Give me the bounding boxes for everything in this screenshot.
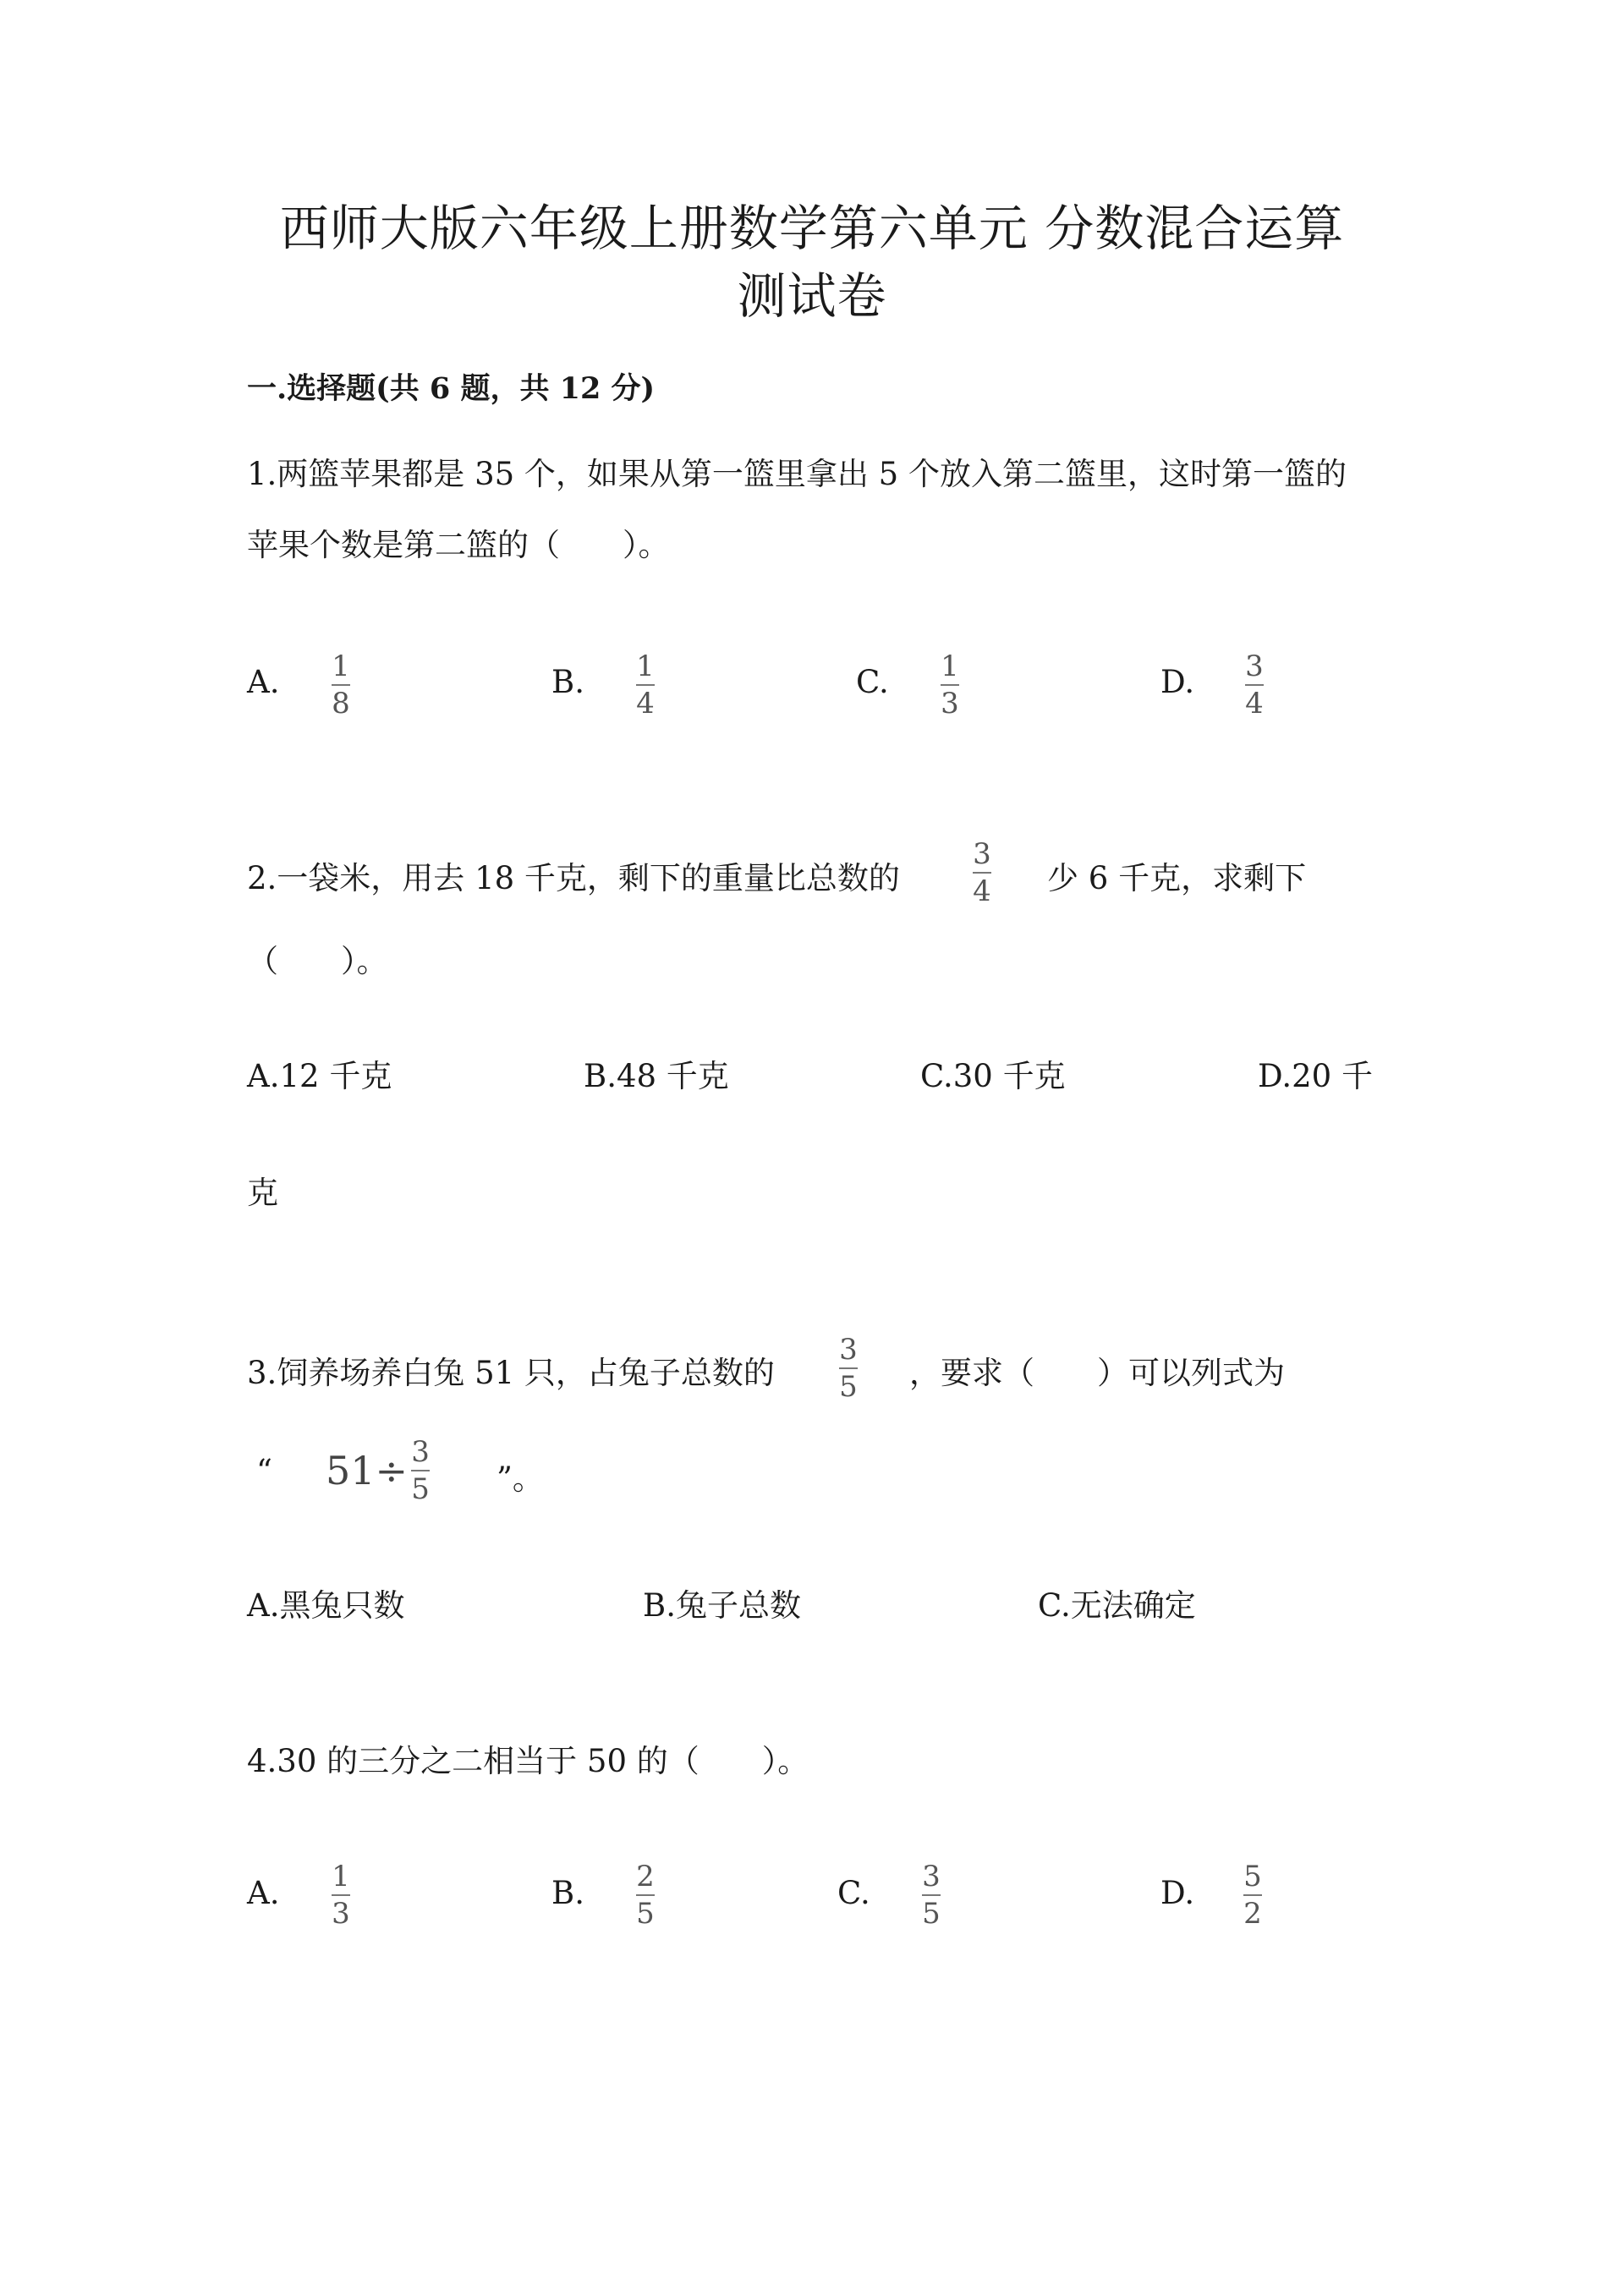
- numerator: 3: [411, 1435, 430, 1469]
- option-a[interactable]: A.黑兔只数: [247, 1587, 405, 1624]
- option-c[interactable]: C.30 千克: [920, 1058, 1066, 1094]
- page-title: 西师大版六年级上册数学第六单元 分数混合运算: [279, 200, 1345, 257]
- question-3-fraction: [839, 1333, 858, 1404]
- question-3-text-after: ，要求（ ）可以列式为: [909, 1355, 1285, 1391]
- question-4-text: 4.30 的三分之二相当于 50 的（ ）。: [247, 1743, 809, 1779]
- open-quote: “: [256, 1453, 272, 1489]
- numerator: 1: [332, 649, 350, 683]
- formula-fraction: [411, 1435, 430, 1506]
- numerator: 1: [332, 1860, 350, 1893]
- option-d-fraction: [1243, 1860, 1262, 1931]
- question-2-fraction: [973, 837, 991, 908]
- question-1-text-line2: 苹果个数是第二篮的（ ）。: [247, 527, 670, 563]
- option-c[interactable]: C.无法确定: [1038, 1587, 1196, 1624]
- option-c-fraction: [922, 1860, 941, 1931]
- option-a-fraction: [332, 649, 350, 721]
- option-b[interactable]: B.48 千克: [584, 1058, 729, 1094]
- denominator: 5: [636, 1897, 655, 1931]
- numerator: 3: [922, 1860, 941, 1893]
- question-2-text: 2.一袋米，用去 18 千克，剩下的重量比总数的: [247, 860, 900, 896]
- division-formula: [326, 1435, 430, 1506]
- option-b-label[interactable]: B.: [551, 1875, 584, 1911]
- option-b-label[interactable]: B.: [551, 664, 584, 700]
- numerator: 3: [973, 837, 991, 871]
- option-a-label[interactable]: A.: [247, 664, 280, 700]
- numerator: 5: [1243, 1860, 1262, 1893]
- option-b[interactable]: B.兔子总数: [643, 1587, 801, 1624]
- close-quote: ”。: [497, 1460, 544, 1497]
- question-1-text: 1.两篮苹果都是 35 个，如果从第一篮里拿出 5 个放入第二篮里，这时第一篮的: [247, 456, 1347, 492]
- page-title-line2: 测试卷: [737, 267, 887, 325]
- denominator: 3: [332, 1897, 350, 1931]
- denominator: 8: [332, 687, 350, 721]
- numerator: 3: [839, 1333, 858, 1367]
- numerator: 1: [636, 649, 655, 683]
- option-c-label[interactable]: C.: [856, 664, 889, 700]
- option-a[interactable]: A.12 千克: [247, 1058, 392, 1094]
- denominator: 4: [1245, 687, 1264, 721]
- formula-lhs: 51÷: [326, 1448, 409, 1493]
- option-a-fraction: [332, 1860, 350, 1931]
- denominator: 5: [922, 1897, 941, 1931]
- numerator: 1: [941, 649, 959, 683]
- option-d-label[interactable]: D.: [1160, 664, 1195, 700]
- denominator: 4: [636, 687, 655, 721]
- question-3-text: 3.饲养场养白兔 51 只，占兔子总数的: [247, 1355, 775, 1391]
- option-c-fraction: [941, 649, 959, 721]
- option-b-fraction: [636, 649, 655, 721]
- option-c-label[interactable]: C.: [837, 1875, 870, 1911]
- option-d[interactable]: D.20 千: [1258, 1058, 1373, 1094]
- numerator: 2: [636, 1860, 655, 1893]
- option-d-label[interactable]: D.: [1160, 1875, 1195, 1911]
- question-2-text-after: 少 6 千克，求剩下: [1047, 860, 1307, 896]
- numerator: 3: [1245, 649, 1264, 683]
- question-2-text-line2: （ ）。: [247, 943, 388, 979]
- section-heading: 一.选择题(共 6 题，共 12 分): [247, 371, 656, 406]
- denominator: 4: [973, 874, 991, 908]
- denominator: 3: [941, 687, 959, 721]
- option-a-label[interactable]: A.: [247, 1875, 280, 1911]
- denominator: 5: [411, 1472, 430, 1506]
- denominator: 2: [1243, 1897, 1262, 1931]
- option-d-wrap: 克: [247, 1175, 278, 1211]
- option-d-fraction: [1245, 649, 1264, 721]
- denominator: 5: [839, 1370, 858, 1404]
- option-b-fraction: [636, 1860, 655, 1931]
